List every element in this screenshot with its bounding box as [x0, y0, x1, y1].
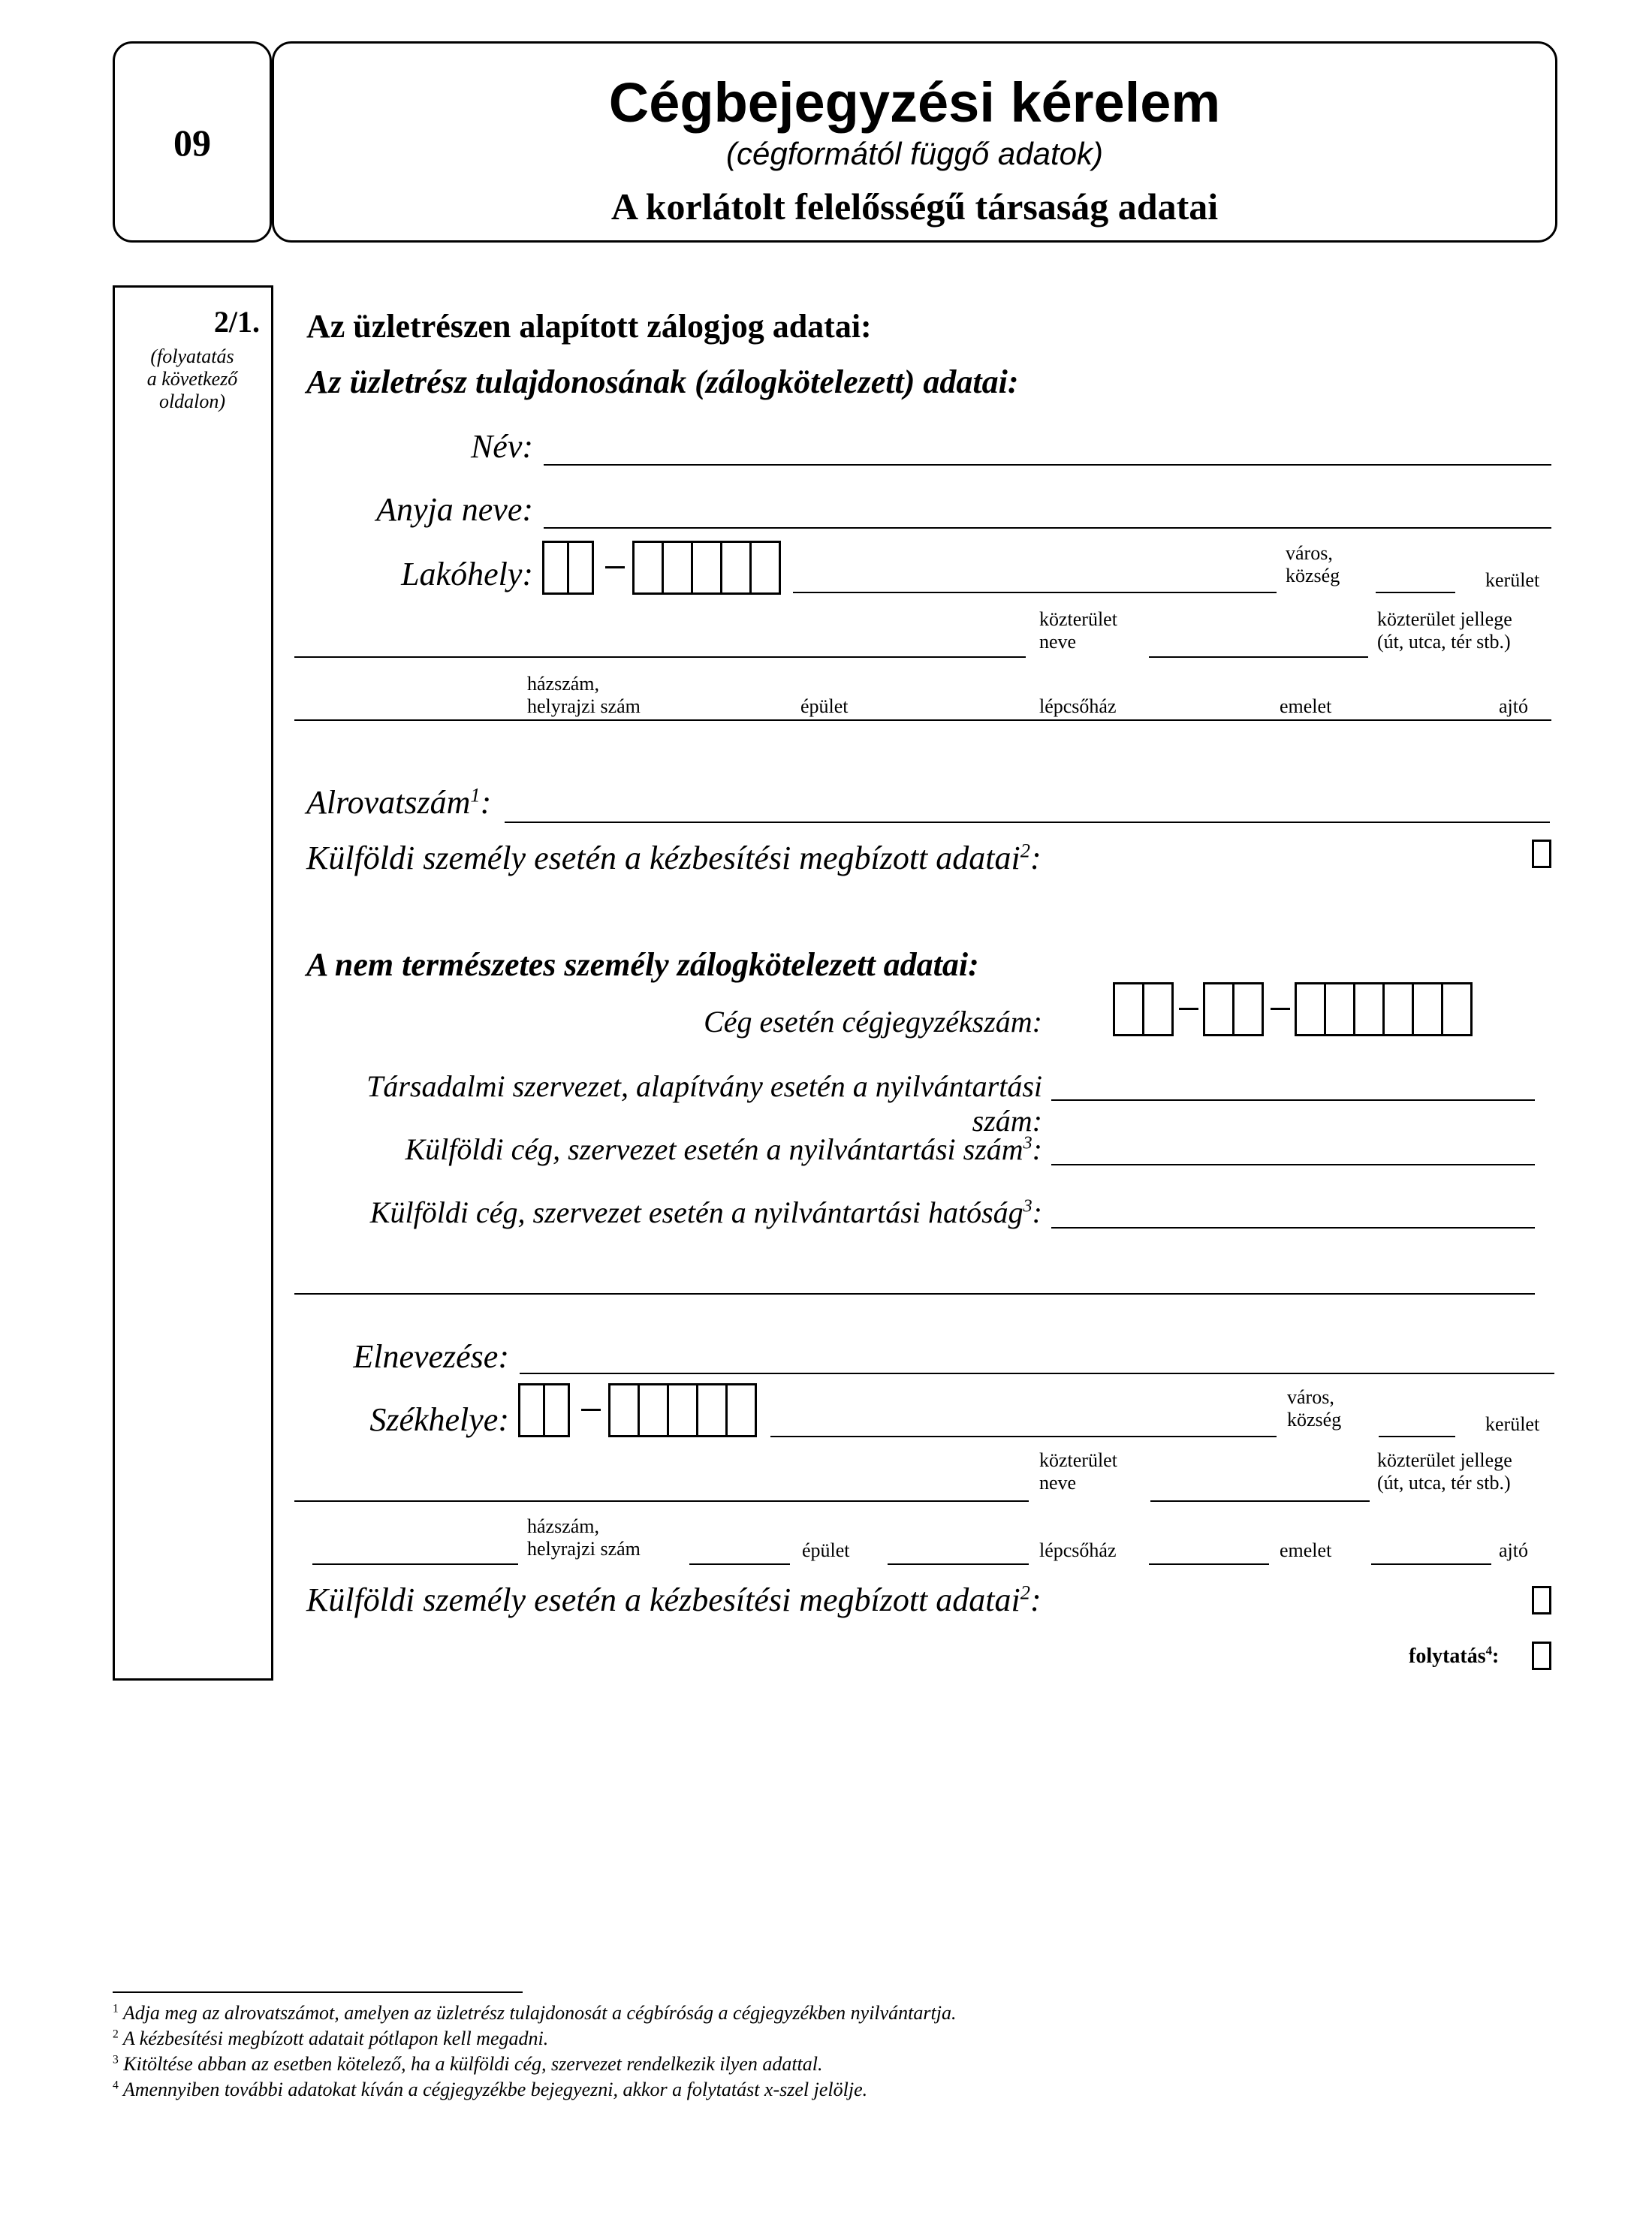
continuation-checkbox[interactable]: [1532, 1642, 1551, 1670]
footnotes: [113, 2002, 1539, 2101]
footnote-text: Kitöltése abban az esetben kötelező, ha a külföldi cég, szervezet rendelkezik ilyen adattal.: [123, 2053, 823, 2075]
house-number-label-line: házszám,: [527, 673, 600, 695]
company-reg-digit-6[interactable]: [1324, 982, 1355, 1036]
company-reg-digit-1[interactable]: [1113, 982, 1144, 1036]
continuation-note: [117, 345, 267, 413]
entity-name-label: Elnevezése:: [353, 1338, 509, 1375]
street-type-label-line: (út, utca, tér stb.): [1377, 631, 1511, 653]
foreign-reg-label: Külföldi cég, szervezet esetén a nyilvántartási szám$^3$:: [405, 1132, 1042, 1166]
footnote-text: A kézbesítési megbízott adatait pótlapon kell megadni.: [122, 2028, 549, 2049]
seat-city-label-line: város,: [1287, 1386, 1334, 1408]
foreign-reg-label-text: Külföldi cég, szervezet esetén a nyilvántartási szám: [405, 1132, 1023, 1166]
civil-reg-label: Társadalmi szervezet, alapítvány esetén a nyilvántartási szám:: [366, 1069, 1042, 1138]
company-reg-digit-7[interactable]: [1353, 982, 1385, 1036]
foreign-authority-label-text: Külföldi cég, szervezet esetén a nyilvántartási hatóság: [369, 1195, 1023, 1229]
company-reg-digit-2[interactable]: [1142, 982, 1174, 1036]
continuation-note-line: (folyatatás: [150, 345, 234, 367]
page-subtitle: (cégformától függő adatok): [726, 136, 1103, 171]
city-field[interactable]: [793, 592, 1277, 593]
footnote-number: 2: [113, 2028, 119, 2041]
seat-street-type-label-line: (út, utca, tér stb.): [1377, 1472, 1511, 1494]
seat-house-label-line: házszám,: [527, 1515, 600, 1537]
seat-staircase-field[interactable]: [888, 1563, 1029, 1565]
continuation-label-text: folytatás: [1409, 1645, 1486, 1668]
seat-house-field[interactable]: [312, 1563, 518, 1565]
foreign-authority-label: Külföldi cég, szervezet esetén a nyilvántartási hatóság$^3$:: [369, 1195, 1042, 1229]
footnote-ref: 4: [1485, 1643, 1493, 1658]
footnote-ref: 2: [1020, 839, 1030, 862]
footnote-number: 1: [113, 2002, 119, 2015]
seat-postcode-dash: [581, 1409, 601, 1411]
company-reg-digit-8[interactable]: [1382, 982, 1414, 1036]
house-number-label: [527, 673, 641, 718]
seat-street-type-label: [1377, 1449, 1512, 1494]
form-number: 09: [173, 122, 211, 164]
footnote-3: [113, 2053, 1539, 2076]
seat-city-label-line: község: [1287, 1409, 1342, 1431]
house-number-label-line: helyrajzi szám: [527, 695, 641, 717]
seat-foreign-agent-label-text: Külföldi személy esetén a kézbesítési megbízott adatai: [306, 1581, 1020, 1618]
footnote-separator: [113, 1991, 523, 1993]
street-type-label: [1377, 608, 1512, 653]
street-name-label-line: neve: [1039, 631, 1077, 653]
foreign-agent-label: Külföldi személy esetén a kézbesítési megbízott adatai$^2$:: [306, 839, 1042, 876]
city-label-line: község: [1286, 565, 1340, 586]
seat-district-field[interactable]: [1379, 1436, 1455, 1437]
foreign-agent-label-text: Külföldi személy esetén a kézbesítési megbízott adatai: [306, 840, 1020, 876]
company-reg-digit-3[interactable]: [1203, 982, 1234, 1036]
company-reg-digit-10[interactable]: [1441, 982, 1473, 1036]
section-title: A korlátolt felelősségű társaság adatai: [610, 185, 1219, 228]
door-label: ajtó: [1499, 695, 1528, 717]
city-label: [1286, 542, 1340, 587]
seat-street-type-label-line: közterület jellege: [1377, 1449, 1512, 1471]
footnote-ref: 3: [1023, 1133, 1032, 1153]
seat-postcode-digit-5[interactable]: [667, 1383, 698, 1437]
footnote-number: 3: [113, 2053, 119, 2067]
seat-foreign-agent-checkbox[interactable]: [1532, 1586, 1551, 1614]
foreign-reg-field[interactable]: [1051, 1164, 1535, 1165]
floor-label: emelet: [1280, 695, 1332, 717]
company-reg-dash: [1179, 1008, 1198, 1010]
continuation-label: folytatás$^4$:: [1409, 1643, 1500, 1668]
civil-reg-field[interactable]: [1051, 1099, 1535, 1101]
seat-street-name-label-line: közterület: [1039, 1449, 1117, 1471]
postcode-digit-4[interactable]: [662, 541, 693, 595]
company-reg-digit-9[interactable]: [1412, 982, 1443, 1036]
seat-staircase-label: lépcsőház: [1039, 1539, 1117, 1561]
postcode-digit-2[interactable]: [567, 541, 594, 595]
sidebar-column: [113, 285, 273, 1681]
seat-postcode-digit-1[interactable]: [518, 1383, 545, 1437]
owner-heading: Az üzletrész tulajdonosának (zálogkötelezett) adatai:: [306, 363, 1019, 400]
foreign-authority-field[interactable]: [1051, 1227, 1535, 1229]
company-reg-digit-4[interactable]: [1232, 982, 1264, 1036]
footnote-number: 4: [113, 2079, 119, 2092]
seat-door-field[interactable]: [1371, 1563, 1491, 1565]
postcode-digit-6[interactable]: [720, 541, 752, 595]
seat-district-label: kerület: [1485, 1413, 1540, 1435]
seat-foreign-agent-label: Külföldi személy esetén a kézbesítési megbízott adatai$^2$:: [306, 1581, 1042, 1618]
mother-name-field[interactable]: [544, 527, 1551, 529]
staircase-label: lépcsőház: [1039, 695, 1117, 717]
building-label: épület: [800, 695, 849, 717]
alrovat-field[interactable]: [505, 822, 1550, 823]
seat-street-type-field[interactable]: [1150, 1500, 1370, 1502]
alrovat-label-text: Alrovatszám: [306, 784, 471, 821]
name-label: Név:: [470, 428, 533, 465]
pledge-heading: Az üzletrészen alapított zálogjog adatai:: [306, 308, 872, 345]
continuation-note-line: oldalon): [158, 390, 226, 412]
seat-street-name-field[interactable]: [294, 1500, 1029, 1502]
footnote-ref: 1: [470, 783, 481, 806]
seat-floor-field[interactable]: [1149, 1563, 1269, 1565]
foreign-agent-checkbox[interactable]: [1532, 840, 1551, 868]
street-type-field[interactable]: [1149, 656, 1368, 658]
seat-street-name-label: [1039, 1449, 1117, 1494]
footnote-ref: 2: [1020, 1581, 1030, 1604]
alrovat-label: Alrovatszám$^1$:: [306, 783, 492, 821]
seat-postcode-digit-2[interactable]: [543, 1383, 570, 1437]
company-reg-digit-5[interactable]: [1295, 982, 1326, 1036]
residence-label: Lakóhely:: [401, 556, 533, 592]
continuation-note-line: a következő: [146, 368, 238, 390]
footnote-text: Amennyiben további adatokat kíván a cégjegyzékbe bejegyezni, akkor a folytatást x-szel jelölje.: [122, 2079, 868, 2100]
seat-floor-label: emelet: [1280, 1539, 1332, 1561]
district-label: kerület: [1485, 569, 1540, 591]
postcode-digit-1[interactable]: [542, 541, 569, 595]
footnote-1: [113, 2002, 1539, 2025]
company-reg-label: Cég esetén cégjegyzékszám:: [704, 1005, 1042, 1039]
seat-city-label: [1287, 1386, 1341, 1431]
seat-postcode-digit-7[interactable]: [725, 1383, 757, 1437]
postcode-dash: [605, 566, 625, 568]
house-details-field[interactable]: [294, 719, 1551, 721]
seat-house-label-line: helyrajzi szám: [527, 1538, 641, 1560]
street-type-label-line: közterület jellege: [1377, 608, 1512, 630]
street-name-field[interactable]: [294, 656, 1026, 658]
company-reg-dash: [1271, 1008, 1290, 1010]
seat-building-field[interactable]: [689, 1563, 790, 1565]
seat-door-label: ajtó: [1499, 1539, 1528, 1561]
mother-name-label: Anyja neve:: [376, 491, 533, 528]
section-number: 2/1.: [213, 305, 260, 339]
seat-label: Székhelye:: [369, 1401, 509, 1438]
footnote-4: [113, 2079, 1539, 2101]
city-label-line: város,: [1286, 542, 1333, 564]
footnote-2: [113, 2028, 1539, 2050]
street-name-label: [1039, 608, 1117, 653]
footnote-text: Adja meg az alrovatszámot, amelyen az üzletrész tulajdonosát a cégbíróság a cégjegyzékben nyilvántartja.: [122, 2002, 957, 2024]
name-field[interactable]: [544, 464, 1551, 466]
seat-postcode-digit-3[interactable]: [608, 1383, 640, 1437]
street-name-label-line: közterület: [1039, 608, 1117, 630]
seat-city-field[interactable]: [770, 1436, 1277, 1437]
seat-postcode-digit-6[interactable]: [696, 1383, 728, 1437]
legal-entity-heading: A nem természetes személy zálogkötelezett adatai:: [306, 946, 979, 983]
seat-house-label: [527, 1515, 641, 1560]
postcode-digit-5[interactable]: [691, 541, 722, 595]
footnote-ref: 3: [1023, 1196, 1032, 1217]
seat-building-label: épület: [802, 1539, 850, 1561]
postcode-digit-3[interactable]: [632, 541, 664, 595]
postcode-digit-7[interactable]: [749, 541, 781, 595]
page-title: Cégbejegyzési kérelem: [608, 71, 1221, 134]
seat-postcode-digit-4[interactable]: [638, 1383, 669, 1437]
district-field[interactable]: [1376, 592, 1455, 593]
seat-street-name-label-line: neve: [1039, 1472, 1077, 1494]
section-divider: [294, 1293, 1535, 1295]
entity-name-field[interactable]: [520, 1373, 1554, 1374]
